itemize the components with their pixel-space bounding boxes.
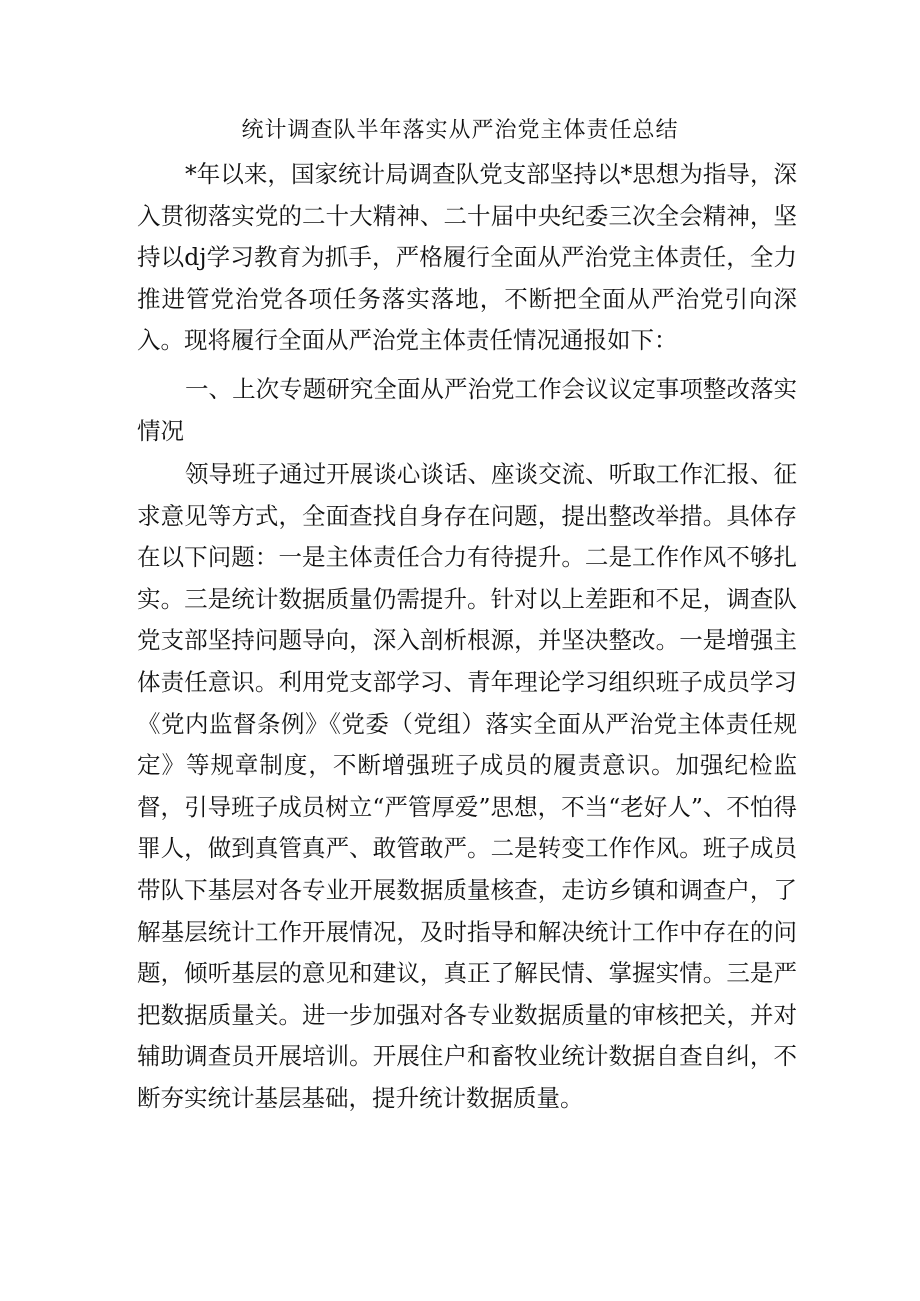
intro-paragraph: *年以来，国家统计局调查队党支部坚持以*思想为指导，深入贯彻落实党的二十大精神、二十届中央纪委三次全会精神，坚持以dj学习教育为抓手，严格履行全面从严治党主体责任，全力推进管党治党各项任务落实落地，不断把全面从严治党引向深入。现将履行全面从严治党主体责任情况通报如下：	[137, 160, 797, 355]
document-title: 统计调查队半年落实从严治党主体责任总结	[241, 118, 679, 143]
section-one-body-paragraph: 领导班子通过开展谈心谈话、座谈交流、听取工作汇报、征求意见等方式，全面查找自身存在问题，提出整改举措。具体存在以下问题：一是主体责任合力有待提升。二是工作作风不够扎实。三是统计数据质量仍需提升。针对以上差距和不足，调查队党支部坚持问题导向，深入剖析根源，并坚决整改。一是增强主体责任意识。利用党支部学习、青年理论学习组织班子成员学习《党内监督条例》《党委（党组）落实全面从严治党主体责任规定》等规章制度，不断增强班子成员的履责意识。加强纪检监督，引导班子成员树立“严管厚爱”思想，不当“老好人”、不怕得罪人，做到真管真严、敢管敢严。二是转变工作作风。班子成员带队下基层对各专业开展数据质量核查，走访乡镇和调查户，了解基层统计工作开展情况，及时指导和解决统计工作中存在的问题，倾听基层的意见和建议，真正了解民情、掌握实情。三是严把数据质量关。进一步加强对各专业数据质量的审核把关，并对辅助调查员开展培训。开展住户和畜牧业统计数据自查自纠，不断夯实统计基层基础，提升统计数据质量。	[137, 460, 797, 1112]
section-one-heading: 一、上次专题研究全面从严治党工作会议议定事项整改落实情况	[137, 375, 797, 445]
